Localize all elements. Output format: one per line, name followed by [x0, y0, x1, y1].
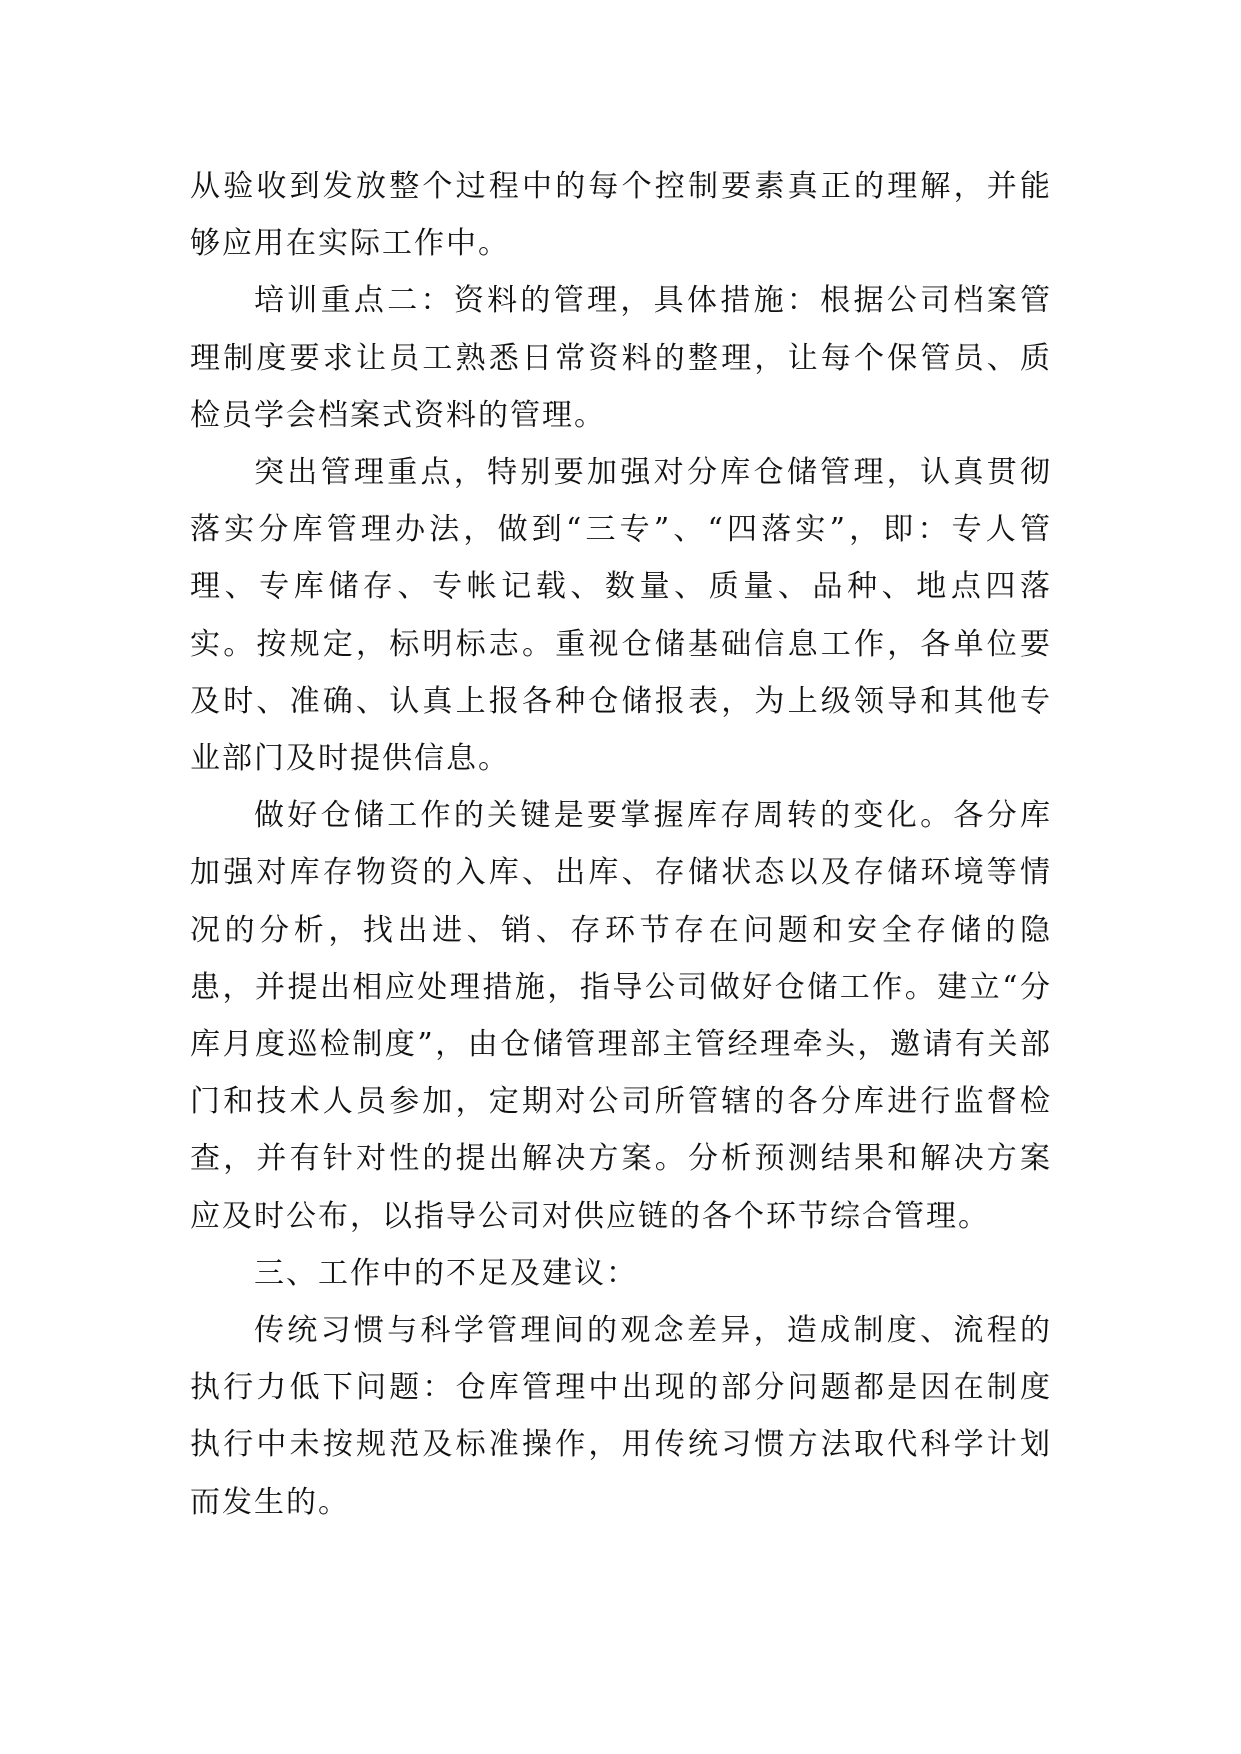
section-heading: 三、工作中的不足及建议： [254, 1255, 638, 1291]
paragraph: 突出管理重点，特别要加强对分库仓储管理，认真贯彻落实分库管理办法，做到“三专”、“四落实”，即：专人管理、专库储存、专帐记载、数量、质量、品种、地点四落实。按规定，标明标志。重视仓储基础信息工作，各单位要及时、准确、认真上报各种仓储报表，为上级领导和其他专业部门及时提供信息。 [190, 455, 1052, 777]
document-body [190, 158, 1052, 1531]
paragraph: 做好仓储工作的关键是要掌握库存周转的变化。各分库加强对库存物资的入库、出库、存储状态以及存储环境等情况的分析，找出进、销、存环节存在问题和安全存储的隐患，并提出相应处理措施，指导公司做好仓储工作。建立“分库月度巡检制度”，由仓储管理部主管经理牵头，邀请有关部门和技术人员参加，定期对公司所管辖的各分库进行监督检查，并有针对性的提出解决方案。分析预测结果和解决方案应及时公布，以指导公司对供应链的各个环节综合管理。 [190, 798, 1052, 1234]
paragraph: 培训重点二：资料的管理，具体措施：根据公司档案管理制度要求让员工熟悉日常资料的整理，让每个保管员、质检员学会档案式资料的管理。 [190, 283, 1052, 433]
paragraph: 传统习惯与科学管理间的观念差异，造成制度、流程的执行力低下问题：仓库管理中出现的部分问题都是因在制度执行中未按规范及标准操作，用传统习惯方法取代科学计划而发生的。 [190, 1313, 1052, 1520]
paragraph: 从验收到发放整个过程中的每个控制要素真正的理解，并能够应用在实际工作中。 [190, 169, 1052, 262]
